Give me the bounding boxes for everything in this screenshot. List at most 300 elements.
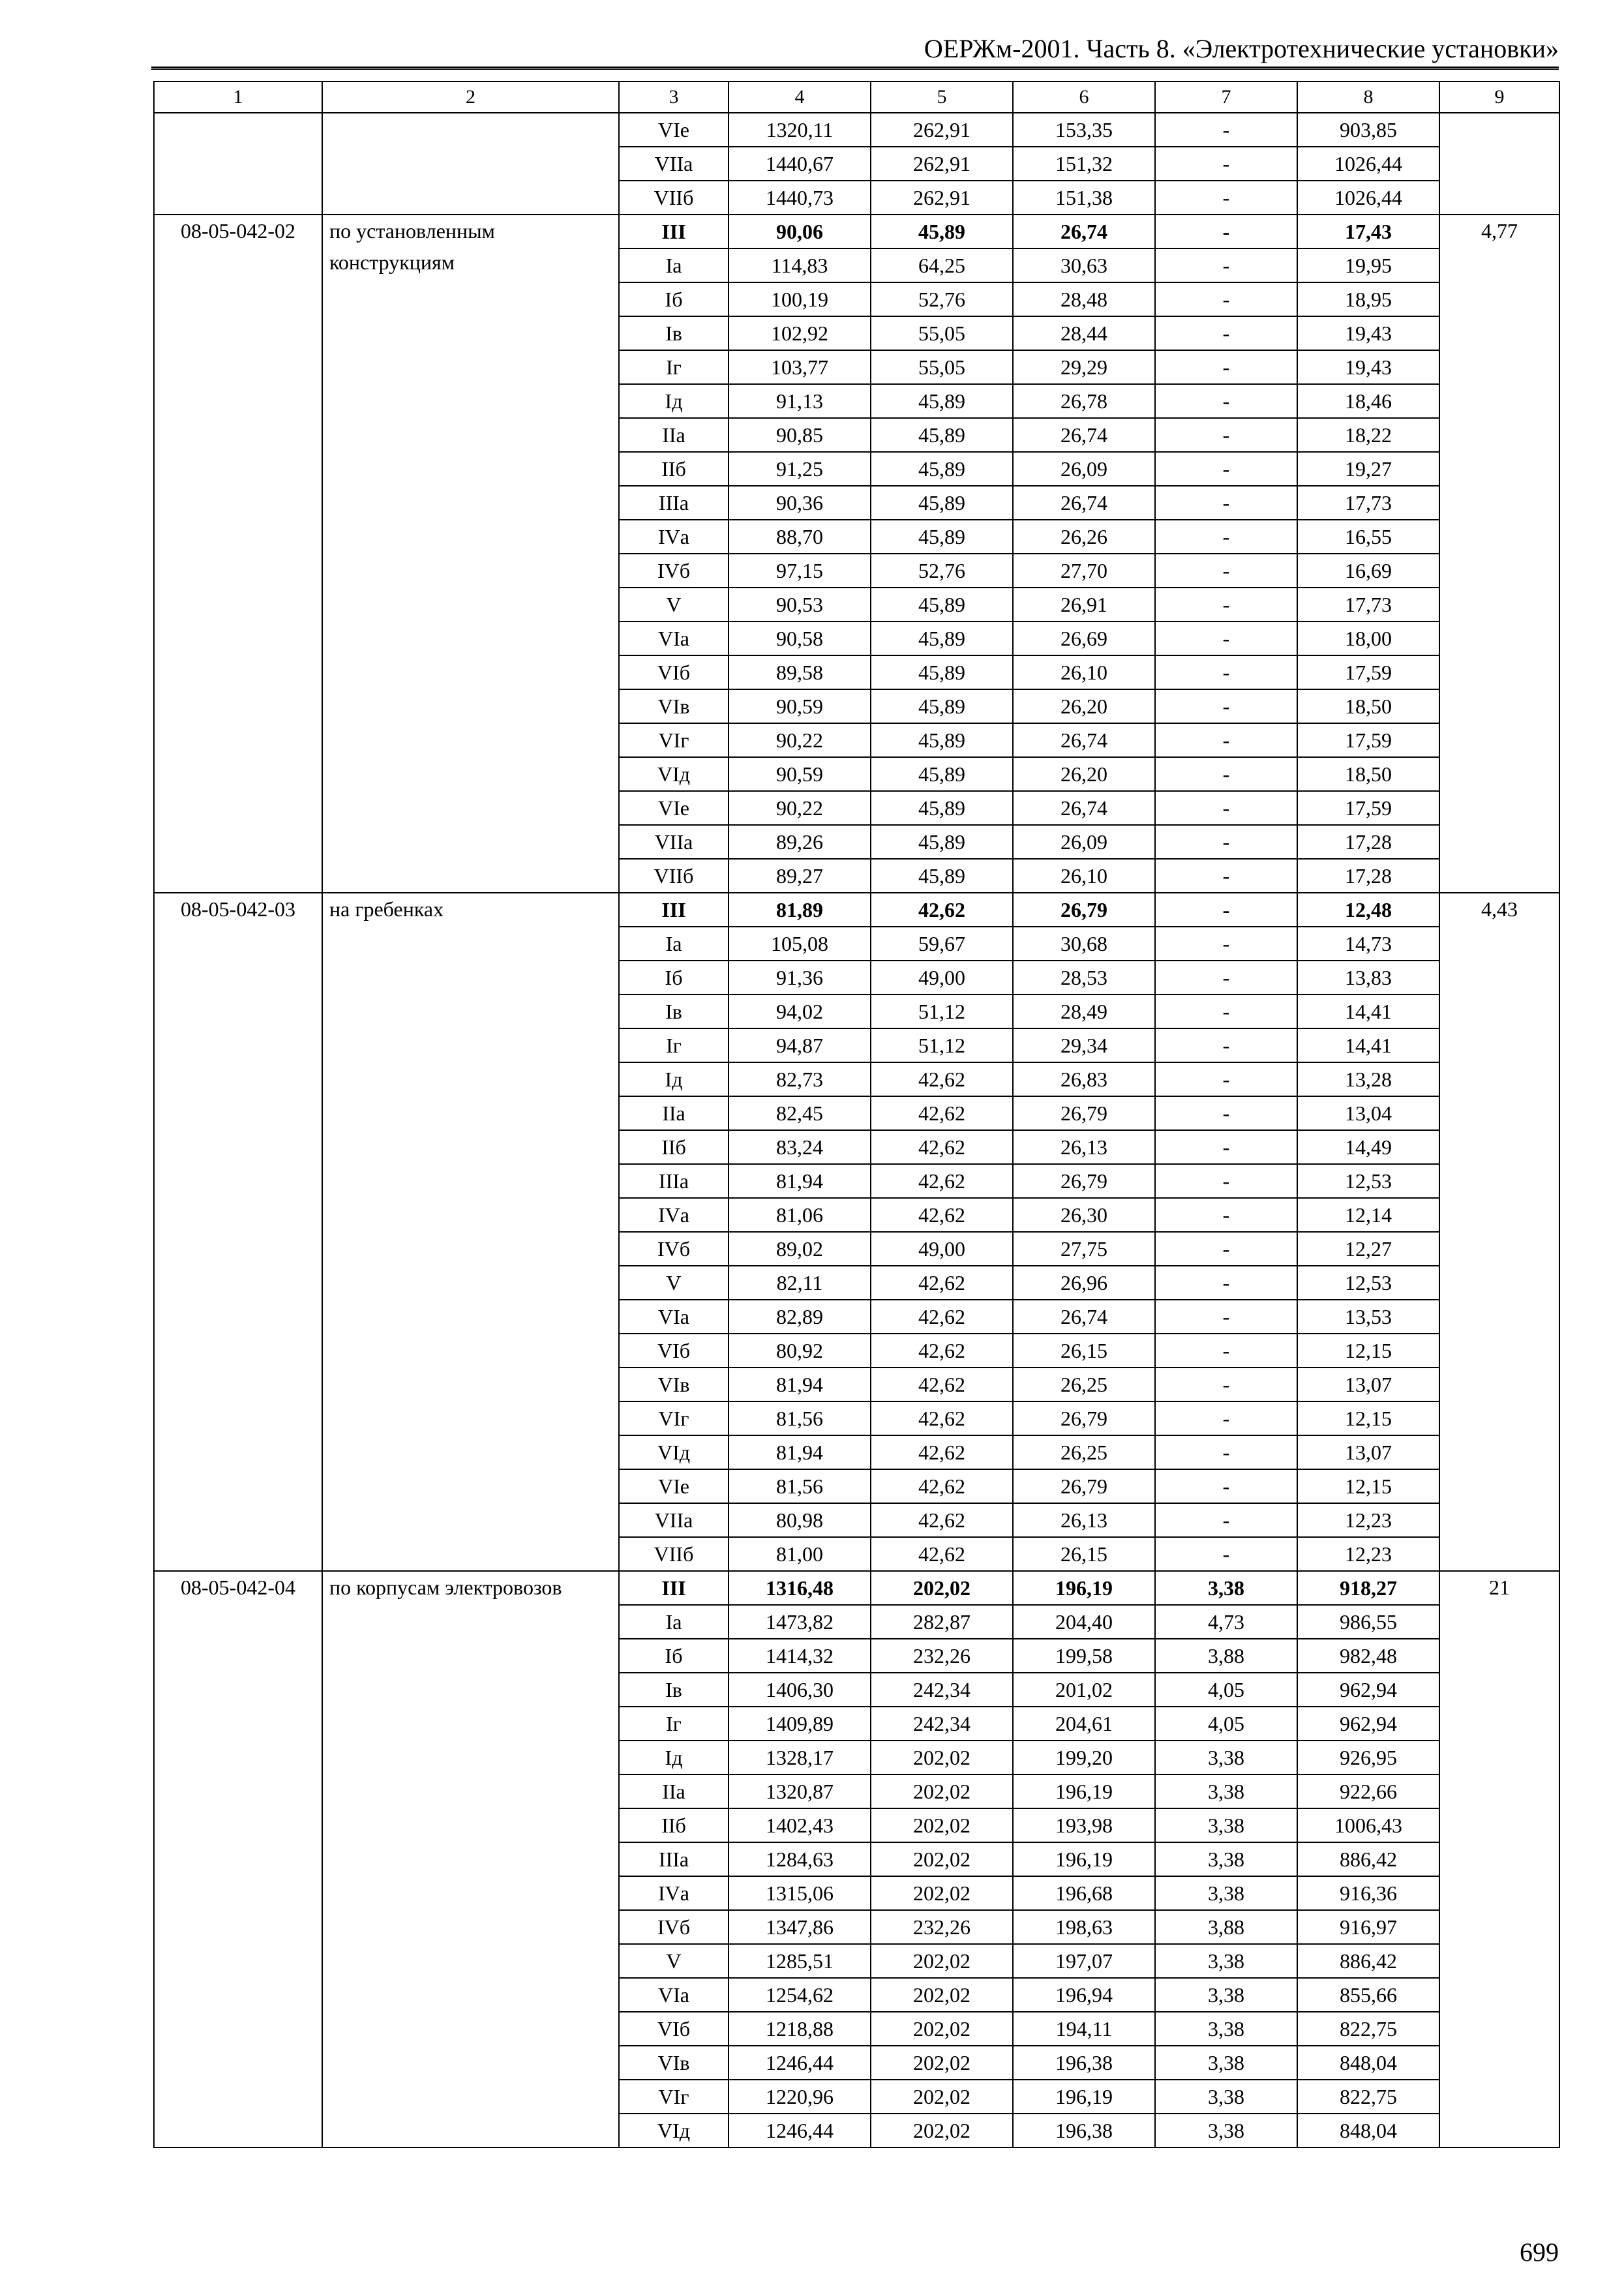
zone-cell: VIIа — [619, 147, 729, 181]
value-cell: 903,85 — [1297, 113, 1439, 147]
value-cell: 89,02 — [729, 1232, 871, 1266]
value-cell: 282,87 — [871, 1605, 1013, 1639]
value-cell: - — [1155, 723, 1297, 757]
value-cell: 26,74 — [1013, 215, 1155, 248]
value-cell: - — [1155, 893, 1297, 927]
value-cell: 26,69 — [1013, 621, 1155, 655]
value-cell: 81,94 — [729, 1368, 871, 1401]
value-cell: 26,79 — [1013, 893, 1155, 927]
value-cell: 55,05 — [871, 350, 1013, 384]
value-cell: 12,53 — [1297, 1266, 1439, 1300]
value-cell: 1316,48 — [729, 1571, 871, 1605]
value-cell: - — [1155, 859, 1297, 893]
value-cell: 3,38 — [1155, 1741, 1297, 1774]
value-cell: 3,38 — [1155, 1944, 1297, 1978]
value-cell: 42,62 — [871, 1537, 1013, 1571]
value-cell: 26,96 — [1013, 1266, 1155, 1300]
value-cell: - — [1155, 995, 1297, 1028]
value-cell: 26,10 — [1013, 655, 1155, 689]
value-cell: - — [1155, 961, 1297, 995]
zone-cell: Iб — [619, 961, 729, 995]
value-cell: 193,98 — [1013, 1808, 1155, 1842]
value-cell: 855,66 — [1297, 1978, 1439, 2012]
value-cell: - — [1155, 1028, 1297, 1062]
zone-cell: Iб — [619, 1639, 729, 1673]
value-cell: - — [1155, 1096, 1297, 1130]
value-cell: 3,38 — [1155, 1808, 1297, 1842]
value-cell: - — [1155, 1062, 1297, 1096]
value-cell: 198,63 — [1013, 1910, 1155, 1944]
value-cell: - — [1155, 588, 1297, 621]
value-cell: - — [1155, 1537, 1297, 1571]
zone-cell: Iг — [619, 1707, 729, 1741]
value-cell: 90,58 — [729, 621, 871, 655]
zone-cell: Iа — [619, 248, 729, 282]
value-cell: 12,15 — [1297, 1401, 1439, 1435]
value-cell: 3,38 — [1155, 2012, 1297, 2046]
value-cell: 18,95 — [1297, 282, 1439, 316]
value-cell: 42,62 — [871, 1469, 1013, 1503]
value-cell: 94,87 — [729, 1028, 871, 1062]
value-cell: 81,56 — [729, 1401, 871, 1435]
value-cell: 1220,96 — [729, 2080, 871, 2114]
value-cell: 26,74 — [1013, 1300, 1155, 1334]
zone-cell: IIб — [619, 1808, 729, 1842]
value-cell: 1218,88 — [729, 2012, 871, 2046]
value-cell: 3,38 — [1155, 1978, 1297, 2012]
value-cell: 26,09 — [1013, 825, 1155, 859]
value-cell: 3,38 — [1155, 1842, 1297, 1876]
value-cell: 26,74 — [1013, 418, 1155, 452]
value-cell: 916,36 — [1297, 1876, 1439, 1910]
value-cell: - — [1155, 1334, 1297, 1368]
value-cell: 3,88 — [1155, 1910, 1297, 1944]
value-cell: 81,94 — [729, 1164, 871, 1198]
value-cell: 153,35 — [1013, 113, 1155, 147]
value-cell: 80,92 — [729, 1334, 871, 1368]
value-cell: - — [1155, 384, 1297, 418]
value-cell: 1440,73 — [729, 181, 871, 215]
value-cell: 82,89 — [729, 1300, 871, 1334]
zone-cell: IVа — [619, 1876, 729, 1910]
value-cell: 986,55 — [1297, 1605, 1439, 1639]
column-number: 3 — [619, 82, 729, 113]
value-cell: 45,89 — [871, 689, 1013, 723]
value-cell: 199,20 — [1013, 1741, 1155, 1774]
value-cell: 42,62 — [871, 1164, 1013, 1198]
zone-cell: VIв — [619, 1368, 729, 1401]
value-cell: 3,38 — [1155, 2046, 1297, 2080]
value-cell: 42,62 — [871, 1062, 1013, 1096]
zone-cell: V — [619, 1944, 729, 1978]
value-cell: 1409,89 — [729, 1707, 871, 1741]
value-cell: 28,49 — [1013, 995, 1155, 1028]
value-cell: 1328,17 — [729, 1741, 871, 1774]
value-cell: 18,50 — [1297, 757, 1439, 791]
column-number: 5 — [871, 82, 1013, 113]
value-cell: 26,74 — [1013, 486, 1155, 520]
value-cell: 26,79 — [1013, 1401, 1155, 1435]
value-cell: 1402,43 — [729, 1808, 871, 1842]
value-cell: - — [1155, 1266, 1297, 1300]
value-cell: 42,62 — [871, 1096, 1013, 1130]
value-cell: 26,10 — [1013, 859, 1155, 893]
value-cell: 29,34 — [1013, 1028, 1155, 1062]
column-number-row — [154, 82, 1559, 113]
value-cell: 202,02 — [871, 1808, 1013, 1842]
value-cell: 1026,44 — [1297, 181, 1439, 215]
zone-cell: VIв — [619, 2046, 729, 2080]
value-cell: 45,89 — [871, 452, 1013, 486]
value-cell: 42,62 — [871, 1266, 1013, 1300]
value-cell: 26,91 — [1013, 588, 1155, 621]
value-cell: - — [1155, 757, 1297, 791]
value-cell: 18,46 — [1297, 384, 1439, 418]
rate-name: по установленным конструкциям — [322, 215, 619, 893]
header-title: ОЕРЖм-2001. Часть 8. «Электротехнические установки» — [924, 34, 1559, 63]
value-cell: - — [1155, 147, 1297, 181]
value-cell: 262,91 — [871, 181, 1013, 215]
value-cell: 45,89 — [871, 825, 1013, 859]
zone-cell: VIб — [619, 1334, 729, 1368]
value-cell: 27,75 — [1013, 1232, 1155, 1266]
value-cell: 42,62 — [871, 1401, 1013, 1435]
value-cell: 926,95 — [1297, 1741, 1439, 1774]
value-cell: - — [1155, 1401, 1297, 1435]
value-cell: - — [1155, 1368, 1297, 1401]
value-cell: 13,83 — [1297, 961, 1439, 995]
value-cell: - — [1155, 181, 1297, 215]
value-cell: 1473,82 — [729, 1605, 871, 1639]
zone-cell: VIа — [619, 1300, 729, 1334]
column-number: 8 — [1297, 82, 1439, 113]
zone-cell: Iв — [619, 1673, 729, 1707]
value-cell: - — [1155, 621, 1297, 655]
value-cell: 42,62 — [871, 1130, 1013, 1164]
value-cell: 83,24 — [729, 1130, 871, 1164]
value-cell: 196,94 — [1013, 1978, 1155, 2012]
value-cell: 12,14 — [1297, 1198, 1439, 1232]
zone-cell: IIа — [619, 418, 729, 452]
zone-cell: IIа — [619, 1096, 729, 1130]
value-cell: 17,28 — [1297, 859, 1439, 893]
value-cell: 13,07 — [1297, 1435, 1439, 1469]
value-cell: 1246,44 — [729, 2114, 871, 2147]
value-cell: 49,00 — [871, 961, 1013, 995]
value-cell: - — [1155, 452, 1297, 486]
value-cell: 26,74 — [1013, 791, 1155, 825]
value-cell: 42,62 — [871, 893, 1013, 927]
value-cell: 1284,63 — [729, 1842, 871, 1876]
value-cell: - — [1155, 316, 1297, 350]
zone-cell: VIа — [619, 621, 729, 655]
value-cell: - — [1155, 1469, 1297, 1503]
material-cost: 4,77 — [1439, 215, 1559, 893]
value-cell: 45,89 — [871, 621, 1013, 655]
value-cell: 29,29 — [1013, 350, 1155, 384]
value-cell: 28,48 — [1013, 282, 1155, 316]
column-number: 9 — [1439, 82, 1559, 113]
value-cell: 202,02 — [871, 1978, 1013, 2012]
value-cell: 822,75 — [1297, 2080, 1439, 2114]
zone-cell: VIд — [619, 1435, 729, 1469]
value-cell: 28,53 — [1013, 961, 1155, 995]
zone-cell: VIIа — [619, 825, 729, 859]
zone-cell: Iа — [619, 927, 729, 961]
value-cell: 42,62 — [871, 1198, 1013, 1232]
value-cell: - — [1155, 1300, 1297, 1334]
value-cell: - — [1155, 418, 1297, 452]
value-cell: - — [1155, 248, 1297, 282]
table-row — [154, 1571, 1559, 1605]
value-cell: 3,88 — [1155, 1639, 1297, 1673]
value-cell: 17,73 — [1297, 588, 1439, 621]
value-cell: 922,66 — [1297, 1774, 1439, 1808]
zone-cell: VIа — [619, 1978, 729, 2012]
value-cell: 848,04 — [1297, 2046, 1439, 2080]
value-cell: 202,02 — [871, 1774, 1013, 1808]
value-cell: 1315,06 — [729, 1876, 871, 1910]
table-row — [154, 893, 1559, 927]
value-cell: 89,27 — [729, 859, 871, 893]
value-cell: 45,89 — [871, 588, 1013, 621]
value-cell: 13,53 — [1297, 1300, 1439, 1334]
value-cell: - — [1155, 1130, 1297, 1164]
value-cell: - — [1155, 113, 1297, 147]
value-cell: 94,02 — [729, 995, 871, 1028]
value-cell: 1246,44 — [729, 2046, 871, 2080]
zone-cell: VIб — [619, 2012, 729, 2046]
zone-cell: V — [619, 588, 729, 621]
value-cell: 17,73 — [1297, 486, 1439, 520]
value-cell: 51,12 — [871, 995, 1013, 1028]
zone-cell: Iв — [619, 316, 729, 350]
value-cell: 232,26 — [871, 1910, 1013, 1944]
value-cell: 26,79 — [1013, 1469, 1155, 1503]
value-cell: 80,98 — [729, 1503, 871, 1537]
zone-cell: VIв — [619, 689, 729, 723]
value-cell: 51,12 — [871, 1028, 1013, 1062]
value-cell: 194,11 — [1013, 2012, 1155, 2046]
column-number: 6 — [1013, 82, 1155, 113]
value-cell: 962,94 — [1297, 1707, 1439, 1741]
value-cell: 196,19 — [1013, 1774, 1155, 1808]
column-number: 2 — [322, 82, 619, 113]
value-cell: 962,94 — [1297, 1673, 1439, 1707]
value-cell: 30,63 — [1013, 248, 1155, 282]
value-cell: 17,59 — [1297, 723, 1439, 757]
value-cell: 18,22 — [1297, 418, 1439, 452]
value-cell: 91,13 — [729, 384, 871, 418]
value-cell: 201,02 — [1013, 1673, 1155, 1707]
value-cell: 90,06 — [729, 215, 871, 248]
rate-code: 08-05-042-02 — [154, 215, 322, 893]
value-cell: 196,38 — [1013, 2046, 1155, 2080]
value-cell: 822,75 — [1297, 2012, 1439, 2046]
rate-code: 08-05-042-04 — [154, 1571, 322, 2147]
value-cell: 89,26 — [729, 825, 871, 859]
value-cell: 45,89 — [871, 215, 1013, 248]
value-cell: 26,15 — [1013, 1334, 1155, 1368]
value-cell: 232,26 — [871, 1639, 1013, 1673]
value-cell: 52,76 — [871, 554, 1013, 588]
page-header — [151, 33, 1559, 70]
value-cell: 88,70 — [729, 520, 871, 554]
value-cell: 262,91 — [871, 147, 1013, 181]
value-cell: 45,89 — [871, 723, 1013, 757]
value-cell: 202,02 — [871, 1944, 1013, 1978]
zone-cell: VIе — [619, 113, 729, 147]
value-cell: 90,59 — [729, 689, 871, 723]
value-cell: 3,38 — [1155, 2080, 1297, 2114]
value-cell: 90,36 — [729, 486, 871, 520]
value-cell: - — [1155, 825, 1297, 859]
value-cell: - — [1155, 1435, 1297, 1469]
rate-name — [322, 113, 619, 215]
value-cell: 197,07 — [1013, 1944, 1155, 1978]
value-cell: 42,62 — [871, 1300, 1013, 1334]
value-cell: 151,32 — [1013, 147, 1155, 181]
value-cell: 14,41 — [1297, 995, 1439, 1028]
table-row — [154, 215, 1559, 248]
value-cell: 26,13 — [1013, 1130, 1155, 1164]
value-cell: 3,38 — [1155, 2114, 1297, 2147]
price-table — [153, 81, 1560, 2148]
value-cell: 13,07 — [1297, 1368, 1439, 1401]
column-number: 1 — [154, 82, 322, 113]
value-cell: 196,19 — [1013, 2080, 1155, 2114]
value-cell: 81,89 — [729, 893, 871, 927]
value-cell: 49,00 — [871, 1232, 1013, 1266]
value-cell: 42,62 — [871, 1435, 1013, 1469]
value-cell: 202,02 — [871, 2046, 1013, 2080]
zone-cell: VIг — [619, 1401, 729, 1435]
value-cell: 1026,44 — [1297, 147, 1439, 181]
zone-cell: IIIа — [619, 486, 729, 520]
value-cell: 45,89 — [871, 486, 1013, 520]
zone-cell: Iв — [619, 995, 729, 1028]
value-cell: 91,36 — [729, 961, 871, 995]
zone-cell: VIб — [619, 655, 729, 689]
value-cell: 202,02 — [871, 1842, 1013, 1876]
value-cell: 196,38 — [1013, 2114, 1155, 2147]
value-cell: 42,62 — [871, 1368, 1013, 1401]
value-cell: 17,43 — [1297, 215, 1439, 248]
value-cell: 45,89 — [871, 859, 1013, 893]
value-cell: 81,06 — [729, 1198, 871, 1232]
rate-code: 08-05-042-03 — [154, 893, 322, 1571]
value-cell: 17,59 — [1297, 655, 1439, 689]
value-cell: 4,73 — [1155, 1605, 1297, 1639]
table-row — [154, 113, 1559, 147]
value-cell: 97,15 — [729, 554, 871, 588]
value-cell: 52,76 — [871, 282, 1013, 316]
value-cell: 64,25 — [871, 248, 1013, 282]
zone-cell: IVа — [619, 520, 729, 554]
value-cell: 16,69 — [1297, 554, 1439, 588]
value-cell: 105,08 — [729, 927, 871, 961]
value-cell: 14,41 — [1297, 1028, 1439, 1062]
value-cell: 17,59 — [1297, 791, 1439, 825]
zone-cell: VIIа — [619, 1503, 729, 1537]
value-cell: - — [1155, 1198, 1297, 1232]
value-cell: 4,05 — [1155, 1673, 1297, 1707]
zone-cell: VIIб — [619, 1537, 729, 1571]
value-cell: 3,38 — [1155, 1876, 1297, 1910]
zone-cell: VIг — [619, 2080, 729, 2114]
zone-cell: IIб — [619, 452, 729, 486]
value-cell: 90,85 — [729, 418, 871, 452]
value-cell: 26,20 — [1013, 689, 1155, 723]
column-number: 7 — [1155, 82, 1297, 113]
value-cell: 82,45 — [729, 1096, 871, 1130]
value-cell: 1440,67 — [729, 147, 871, 181]
value-cell: 242,34 — [871, 1707, 1013, 1741]
value-cell: 12,15 — [1297, 1334, 1439, 1368]
value-cell: 26,15 — [1013, 1537, 1155, 1571]
zone-cell: VIе — [619, 1469, 729, 1503]
value-cell: 1006,43 — [1297, 1808, 1439, 1842]
value-cell: 1347,86 — [729, 1910, 871, 1944]
value-cell: - — [1155, 282, 1297, 316]
value-cell: 19,43 — [1297, 350, 1439, 384]
value-cell: 204,61 — [1013, 1707, 1155, 1741]
value-cell: 45,89 — [871, 655, 1013, 689]
value-cell: 114,83 — [729, 248, 871, 282]
value-cell: - — [1155, 486, 1297, 520]
value-cell: - — [1155, 1503, 1297, 1537]
value-cell: 42,62 — [871, 1334, 1013, 1368]
zone-cell: Iа — [619, 1605, 729, 1639]
value-cell: 242,34 — [871, 1673, 1013, 1707]
value-cell: 12,53 — [1297, 1164, 1439, 1198]
value-cell: - — [1155, 1232, 1297, 1266]
value-cell: 27,70 — [1013, 554, 1155, 588]
value-cell: 26,79 — [1013, 1164, 1155, 1198]
value-cell: 26,78 — [1013, 384, 1155, 418]
value-cell: 202,02 — [871, 1876, 1013, 1910]
zone-cell: IVб — [619, 1232, 729, 1266]
page-number: 699 — [1520, 2237, 1559, 2267]
value-cell: 14,73 — [1297, 927, 1439, 961]
value-cell: 19,95 — [1297, 248, 1439, 282]
value-cell: 18,50 — [1297, 689, 1439, 723]
material-cost: 21 — [1439, 1571, 1559, 2147]
value-cell: 18,00 — [1297, 621, 1439, 655]
value-cell: 17,28 — [1297, 825, 1439, 859]
value-cell: - — [1155, 350, 1297, 384]
material-cost: 4,43 — [1439, 893, 1559, 1571]
value-cell: - — [1155, 215, 1297, 248]
zone-cell: VIг — [619, 723, 729, 757]
value-cell: 82,73 — [729, 1062, 871, 1096]
value-cell: 196,19 — [1013, 1842, 1155, 1876]
value-cell: 13,28 — [1297, 1062, 1439, 1096]
value-cell: 886,42 — [1297, 1944, 1439, 1978]
value-cell: 202,02 — [871, 2080, 1013, 2114]
zone-cell: Iг — [619, 350, 729, 384]
zone-cell: Iб — [619, 282, 729, 316]
value-cell: 26,26 — [1013, 520, 1155, 554]
value-cell: 886,42 — [1297, 1842, 1439, 1876]
value-cell: 26,83 — [1013, 1062, 1155, 1096]
zone-cell: IIIа — [619, 1842, 729, 1876]
value-cell: 1320,11 — [729, 113, 871, 147]
value-cell: 26,13 — [1013, 1503, 1155, 1537]
material-cost — [1439, 113, 1559, 215]
value-cell: 26,74 — [1013, 723, 1155, 757]
zone-cell: IVб — [619, 1910, 729, 1944]
